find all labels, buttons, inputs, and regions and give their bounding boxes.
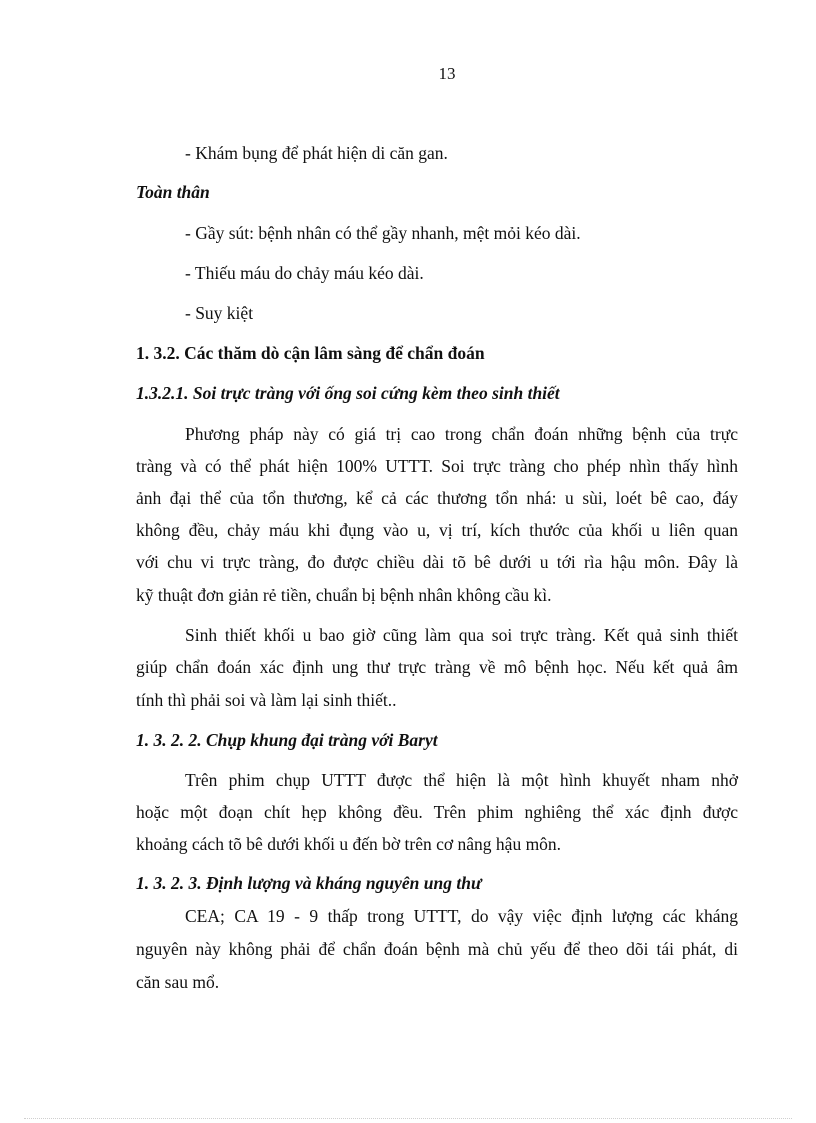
subsection-heading: 1. 3. 2. 2. Chụp khung đại tràng với Baryt xyxy=(136,730,438,750)
text-line: - Khám bụng để phát hiện di căn gan. xyxy=(185,143,448,163)
text-line: - Thiếu máu do chảy máu kéo dài. xyxy=(185,263,424,283)
section-heading: Toàn thân xyxy=(136,182,210,202)
paragraph-line: hoặc một đoạn chít hẹp không đều. Trên phim nghiêng thể xác định được xyxy=(136,802,738,822)
paragraph-line: với chu vi trực tràng, đo được chiều dài tõ bê dưới u tới rìa hậu môn. Đây là xyxy=(136,552,738,572)
paragraph-line: tràng và có thể phát hiện 100% UTTT. Soi trực tràng cho phép nhìn thấy hình xyxy=(136,456,738,476)
paragraph-line: khoảng cách tõ bê dưới khối u đến bờ trên cơ nâng hậu môn. xyxy=(136,834,562,854)
paragraph-line: kỹ thuật đơn giản rẻ tiền, chuẩn bị bệnh nhân không cầu kì. xyxy=(136,585,552,605)
subsection-heading: 1.3.2.1. Soi trực tràng với ống soi cứng kèm theo sinh thiết xyxy=(136,383,560,403)
paragraph-line: Phương pháp này có giá trị cao trong chẩn đoán những bệnh của trực xyxy=(185,424,738,444)
subsection-heading: 1. 3. 2. 3. Định lượng và kháng nguyên ung thư xyxy=(136,873,482,893)
paragraph-line: CEA; CA 19 - 9 thấp trong UTTT, do vậy việc định lượng các kháng xyxy=(185,906,738,926)
page-number: 13 xyxy=(438,64,456,83)
section-heading: 1. 3.2. Các thăm dò cận lâm sàng để chẩn đoán xyxy=(136,343,485,363)
page-bottom-rule xyxy=(24,1118,792,1119)
paragraph-line: giúp chẩn đoán xác định ung thư trực tràng về mô bệnh học. Nếu kết quả âm xyxy=(136,657,738,677)
paragraph-line: nguyên này không phải để chẩn đoán bệnh mà chủ yếu để theo dõi tái phát, di xyxy=(136,939,738,959)
text-line: - Gầy sút: bệnh nhân có thể gầy nhanh, mệt mỏi kéo dài. xyxy=(185,223,581,243)
paragraph-line: ảnh đại thể của tổn thương, kể cả các thương tổn nhá: u sùi, loét bê cao, đáy xyxy=(136,488,738,508)
paragraph-line: không đều, chảy máu khi đụng vào u, vị trí, kích thước của khối u liên quan xyxy=(136,520,738,540)
paragraph-line: căn sau mổ. xyxy=(136,972,220,992)
paragraph-line: Sinh thiết khối u bao giờ cũng làm qua soi trực tràng. Kết quả sinh thiết xyxy=(185,625,738,645)
text-line: - Suy kiệt xyxy=(185,303,254,323)
paragraph-line: Trên phim chụp UTTT được thể hiện là một hình khuyết nham nhở xyxy=(185,770,738,790)
paragraph-line: tính thì phải soi và làm lại sinh thiết.. xyxy=(136,690,397,710)
